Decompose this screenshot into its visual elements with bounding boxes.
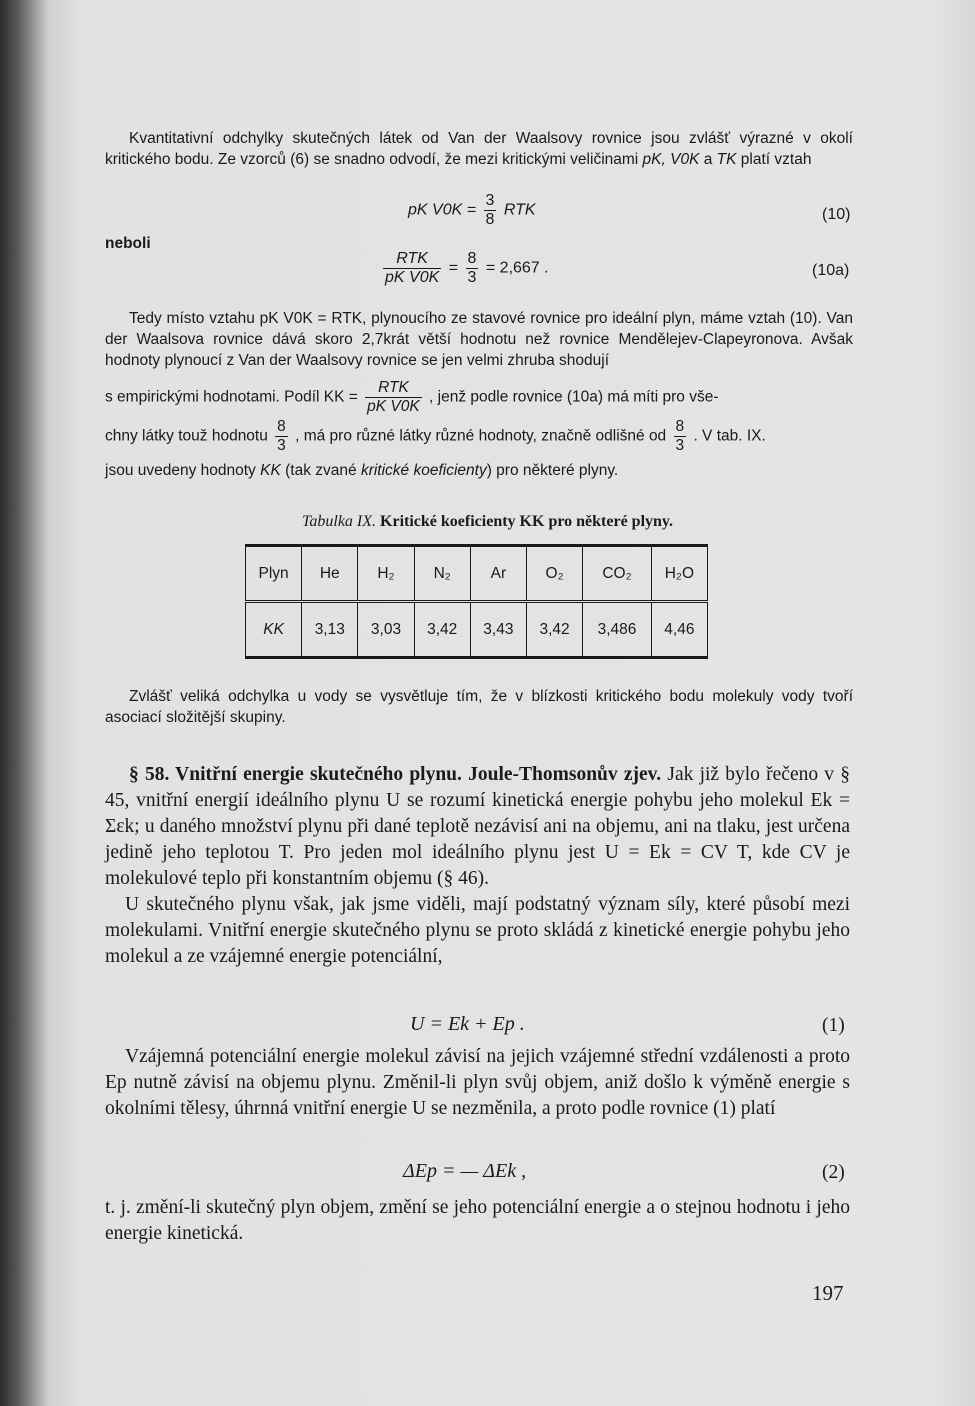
table-cell: 4,46 <box>651 602 707 658</box>
eq10-den: 8 <box>485 211 495 228</box>
paragraph-2 <box>105 308 853 371</box>
caption-italic: Tabulka IX. <box>301 513 377 530</box>
caption-bold: Kritické koeficienty KK pro některé plyny. <box>380 513 674 530</box>
para2-line-b <box>105 418 865 455</box>
table-cell: 3,42 <box>414 602 470 658</box>
table-cell: 3,13 <box>302 602 358 658</box>
para2-line-a <box>105 379 853 416</box>
eq10-lhs: pK V0K = <box>408 201 477 219</box>
table-header-cell: N₂ <box>414 546 470 602</box>
eq10-label: (10) <box>822 206 851 223</box>
eq10a-fraction2 <box>466 250 479 287</box>
table-header-cell: H₂ <box>358 546 414 602</box>
para2-line-c-mid: (tak zvané <box>285 462 357 479</box>
section-p4: t. j. změní-li skutečný plyn objem, změní se jeho potenciální energie a o stejnou hodnotu i jeho energie kinetická. <box>105 1197 850 1244</box>
eight-thirds-1 <box>275 418 288 455</box>
para2-line-a-end: , jenž podle rovnice (10a) má míti pro vše- <box>429 388 719 406</box>
table-cell: 3,03 <box>358 602 414 658</box>
eq10-rhs: RTK <box>503 201 536 219</box>
para2-text: Tedy místo vztahu pK V0K = RTK, plynoucího ze stavové rovnice pro ideální plyn, máme vztah (10). Van der Waalsova rovnice dává skoro 2,7krát větší hodnotu než rovnice Mendělejev-Clapeyronova. Avšak hodnoty plynoucí z Van der Waalsovy rovnice se jen velmi zhruba shodují <box>105 310 853 369</box>
frac1-den: 3 <box>277 437 286 454</box>
frac2-den: 3 <box>675 437 685 454</box>
para2-line-b-mid: , má pro různé látky různé hodnoty, značně odlišné od <box>295 427 667 445</box>
neboli-word: neboli <box>105 235 151 252</box>
eight-thirds-2 <box>674 418 687 455</box>
section-p3-block <box>105 1044 850 1122</box>
frac1-num: 8 <box>277 418 286 435</box>
table-header-cell: Ar <box>470 546 526 602</box>
eq10a-fraction <box>383 250 441 287</box>
equation-2: ΔEp = — ΔEk , <box>403 1160 527 1182</box>
table-cell: 3,42 <box>526 602 582 658</box>
section-p1: Jak již bylo řečeno v § 45, vnitřní energií ideálního plynu U se rozumí kinetická energie pohybu jeho molekul Ek = Σεk; u daného množství plynu při dané teplotě nezávisí ani na objemu, ani na tlaku, jest určena jedině jeho teplotou T. Pro jeden mol ideálního plynu jest U = Ek = CV T, kde CV je molekulové teplo při konstantním objemu (§ 46). <box>105 764 850 889</box>
eq10a-den: pK V0K <box>385 269 440 286</box>
frac2-num: 8 <box>675 418 685 435</box>
intro-paragraph <box>105 128 853 170</box>
equation-10a <box>380 250 549 287</box>
note-text: Zvlášť veliká odchylka u vody se vysvětluje tím, že v blízkosti kritického bodu molekuly vody tvoří asociací složitější skupiny. <box>105 688 853 726</box>
table-cell: 3,43 <box>470 602 526 658</box>
table-header-cell: He <box>302 546 358 602</box>
table-cell: KK <box>246 602 302 658</box>
eq10a-den2: 3 <box>467 269 477 286</box>
eq10a-eq: = <box>448 259 459 277</box>
para2-line-c-start: jsou uvedeny hodnoty <box>105 462 256 479</box>
critical-coefficients-table <box>245 544 708 659</box>
section-p4-block <box>105 1195 850 1247</box>
page-number: 197 <box>812 1281 844 1305</box>
table-header-cell: CO₂ <box>583 546 652 602</box>
table-cell: 3,486 <box>583 602 652 658</box>
kk-fraction <box>365 379 422 416</box>
table-header-row <box>246 546 708 602</box>
para2-line-c-end: ) pro některé plyny. <box>486 462 619 479</box>
table-header-cell: O₂ <box>526 546 582 602</box>
eq10a-num: RTK <box>383 250 441 269</box>
para2-line-b-start: chny látky touž hodnotu <box>105 427 268 445</box>
intro-vars: pK, V0K <box>642 151 700 168</box>
table-header-cell: Plyn <box>246 546 302 602</box>
section-p2: U skutečného plynu však, jak jsme viděli, mají podstatný význam síly, které působí mezi molekulami. Vnitřní energie skutečného plynu se proto skládá z kinetické energie pohybu jeho molekul a ze vzájemné energie potenciální, <box>105 894 850 967</box>
para2-italic-term: kritické koeficienty <box>360 462 487 479</box>
table-row <box>246 602 708 658</box>
intro-tk: TK <box>716 151 737 168</box>
eq1-label: (1) <box>822 1015 845 1036</box>
equation-1: U = Ek + Ep . <box>410 1013 525 1035</box>
table-header-cell: H₂O <box>651 546 707 602</box>
section-p3: Vzájemná potenciální energie molekul závisí na jejich vzájemné střední vzdálenosti a proto Ep nutně závisí na objemu plynu. Změnil-li plyn svůj objem, aniž došlo k výměně energie s okolními tělesy, úhrnná vnitřní energie U se nezměnila, a proto podle rovnice (1) platí <box>105 1046 850 1119</box>
kk-den: pK V0K <box>367 398 420 415</box>
para2-line-b-end: . V tab. IX. <box>693 427 766 445</box>
kk-num: RTK <box>365 379 422 398</box>
intro-and: a <box>703 151 713 168</box>
eq2-label: (2) <box>822 1162 845 1183</box>
table-caption <box>0 513 975 531</box>
equation-10 <box>408 192 536 229</box>
para2-line-c <box>105 460 853 481</box>
eq10a-num2: 8 <box>467 250 477 267</box>
eq10-fraction <box>484 192 497 229</box>
para2-line-a-start: s empirickými hodnotami. Podíl KK = <box>105 388 358 406</box>
water-note <box>105 686 853 728</box>
intro-text: Kvantitativní odchylky skutečných látek od Van der Waalsovy rovnice jsou zvlášť výrazné v okolí kritického bodu. Ze vzorců (6) se snadno odvodí, že mezi kritickými veličinami <box>105 130 853 168</box>
eq10a-label: (10a) <box>812 262 850 279</box>
section-heading: § 58. Vnitřní energie skutečného plynu. Joule-Thomsonův zjev. <box>129 764 662 785</box>
eq10-num: 3 <box>485 192 495 209</box>
para2-kk: KK <box>260 462 281 479</box>
eq10a-rhs: = 2,667 . <box>485 259 549 277</box>
section-58 <box>105 762 850 970</box>
intro-end: platí vztah <box>740 151 812 168</box>
